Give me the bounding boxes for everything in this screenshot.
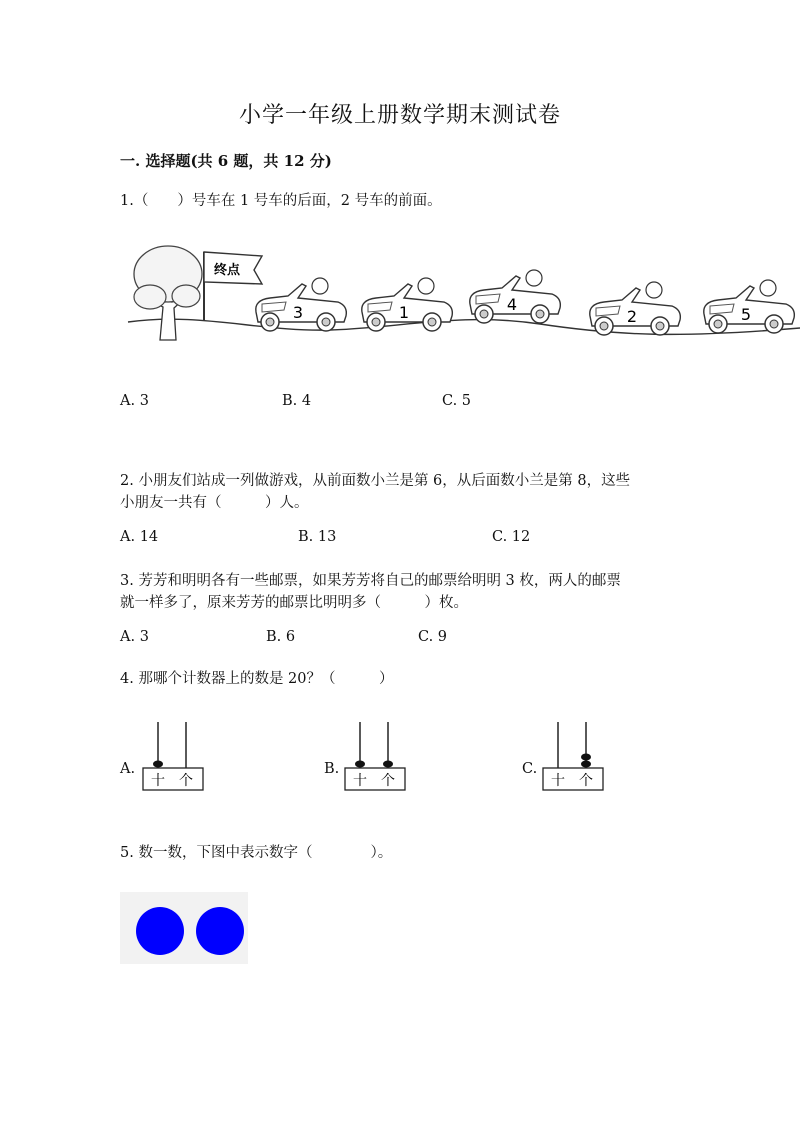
counter-c — [542, 720, 604, 794]
car-5 — [704, 280, 795, 333]
ones-label: 个 — [579, 773, 593, 789]
car-1 — [362, 278, 453, 331]
car-number: 3 — [292, 303, 304, 322]
animal-driver-icon — [312, 278, 328, 294]
q1-option-b[interactable]: B. 4 — [282, 393, 312, 409]
ones-bead — [383, 761, 393, 768]
race-illustration — [0, 242, 800, 352]
ones-bead — [581, 754, 591, 761]
animal-driver-icon — [526, 270, 542, 286]
q3-option-c[interactable]: C. 9 — [418, 629, 448, 645]
tree-icon — [134, 246, 202, 340]
q3-option-b[interactable]: B. 6 — [266, 629, 296, 645]
animal-driver-icon — [760, 280, 776, 296]
question-4-text: 4. 那哪个计数器上的数是 20？（ ） — [120, 671, 394, 687]
section-heading: 一. 选择题(共 6 题，共 12 分) — [120, 152, 332, 170]
ones-bead — [581, 761, 591, 768]
car-2 — [590, 282, 681, 335]
car-number: 5 — [740, 305, 752, 324]
question-2-line-2: 小朋友一共有（ ）人。 — [120, 495, 309, 511]
car-number: 1 — [398, 303, 410, 322]
car-4 — [470, 270, 561, 323]
tens-bead — [355, 761, 365, 768]
question-2-line-1: 2. 小朋友们站成一列做游戏，从前面数小兰是第 6，从后面数小兰是第 8，这些 — [120, 473, 631, 489]
tens-label: 十 — [551, 773, 565, 789]
question-1-text: 1.（ ）号车在 1 号车的后面，2 号车的前面。 — [120, 193, 442, 209]
ones-label: 个 — [381, 773, 395, 789]
animal-driver-icon — [418, 278, 434, 294]
car-number: 4 — [506, 295, 518, 314]
car-number: 2 — [626, 307, 638, 326]
tens-label: 十 — [151, 773, 165, 789]
tens-label: 十 — [353, 773, 367, 789]
counter-a — [142, 720, 204, 794]
q2-option-c[interactable]: C. 12 — [492, 529, 531, 545]
ones-label: 个 — [179, 773, 193, 789]
q1-option-a[interactable]: A. 3 — [120, 393, 149, 409]
q2-option-a[interactable]: A. 14 — [120, 529, 159, 545]
car-3 — [256, 278, 347, 331]
question-3-line-1: 3. 芳芳和明明各有一些邮票，如果芳芳将自己的邮票给明明 3 枚，两人的邮票 — [120, 573, 621, 589]
flag-label: 终点 — [214, 263, 241, 278]
q4-option-a[interactable]: A. — [120, 761, 136, 777]
question-3-line-2: 就一样多了，原来芳芳的邮票比明明多（ ）枚。 — [120, 595, 468, 611]
animal-driver-icon — [646, 282, 662, 298]
blue-circle — [136, 907, 184, 955]
dot-panel — [120, 892, 248, 964]
counter-b — [344, 720, 406, 794]
question-5-text: 5. 数一数，下图中表示数字（ ）。 — [120, 845, 393, 861]
blue-circle — [196, 907, 244, 955]
q4-option-b[interactable]: B. — [324, 761, 340, 777]
q4-option-c[interactable]: C. — [522, 761, 538, 777]
q3-option-a[interactable]: A. 3 — [120, 629, 149, 645]
tens-bead — [153, 761, 163, 768]
q2-option-b[interactable]: B. 13 — [298, 529, 337, 545]
q1-option-c[interactable]: C. 5 — [442, 393, 472, 409]
page-title: 小学一年级上册数学期末测试卷 — [238, 103, 561, 128]
